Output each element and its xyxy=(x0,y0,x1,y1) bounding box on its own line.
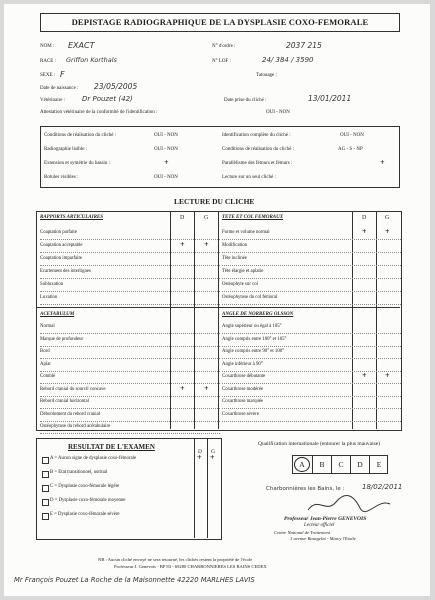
resultat-row: D = Dysplasie coxo-fémorale moyenne xyxy=(50,498,126,503)
acetabulum-row: Bord xyxy=(40,349,50,354)
rapports-row: Coaptation acceptable xyxy=(40,243,83,248)
angle-header: ANGLE DE NORBERG OLSSON xyxy=(222,312,294,317)
acetabulum-row: Rebord cranial du sourcil concave xyxy=(40,386,106,392)
angle-row: Coxarthrose modérée xyxy=(222,386,264,392)
resultat-checkbox[interactable] xyxy=(42,471,49,478)
acetabulum-row: Marque de profondeur xyxy=(40,336,84,342)
footer-line2: Professeur J. Genevois - BP 83 - 69280 CHARBONNIERES LES BAINS CEDEX xyxy=(114,564,267,569)
dob-value: 23/05/2005 xyxy=(94,82,138,91)
tete-row: Ostéophytose du col fémoral xyxy=(222,295,278,300)
angle-row: Coxarthrose marquée xyxy=(222,399,264,404)
acetabulum-row-divider xyxy=(40,358,220,359)
angle-row: Coxarthrose débutante xyxy=(222,374,266,379)
attest-value: OUI - NON xyxy=(266,110,290,115)
grade-option-a[interactable]: A xyxy=(293,456,311,473)
grade-selector xyxy=(292,455,388,474)
sign-date: 18/02/2011 xyxy=(362,483,403,491)
race-value: Griffon Korthals xyxy=(66,56,117,64)
col-d-right: D xyxy=(362,215,367,221)
rapports-row: Coaptation parfaite xyxy=(40,230,77,235)
tete-row-divider xyxy=(222,278,401,279)
vet-value: Dr Pouzet (42) xyxy=(82,95,133,103)
col-g-left: G xyxy=(204,215,209,221)
angle-row-divider xyxy=(222,383,401,384)
document-page xyxy=(4,4,430,596)
acetabulum-row-divider xyxy=(40,383,220,384)
vet-label: Vétérinaire : xyxy=(40,98,66,103)
tete-row: Tête inclinée xyxy=(222,256,247,261)
cond-right-2-value: + xyxy=(380,158,385,167)
lof-label: N° LOF : xyxy=(212,59,231,64)
acetabulum-row: Rebord cranial horizontal xyxy=(40,399,90,404)
tete-row-divider xyxy=(222,265,401,266)
acetabulum-row-divider xyxy=(40,433,220,434)
tete-header: TETE ET COL FEMORAUX xyxy=(222,215,284,220)
angle-row: Angle compris entre 90° et 100° xyxy=(222,349,285,354)
rapports-row-divider xyxy=(40,278,220,279)
angle-row-divider xyxy=(222,346,401,347)
tattoo-label: Tatouage : xyxy=(256,73,277,78)
tete-row-divider xyxy=(222,239,401,240)
acetabulum-row: Comblé xyxy=(40,374,56,379)
cond-left-2-value: + xyxy=(164,158,169,167)
sexe-label: SEXE : xyxy=(40,73,56,78)
grade-option-c[interactable]: C xyxy=(331,456,350,473)
lecture-title: LECTURE DU CLICHE xyxy=(174,197,255,206)
cond-right-1-label: Conditions de réalisation du cliché : xyxy=(222,147,295,152)
page-title: DEPISTAGE RADIOGRAPHIQUE DE LA DYSPLASIE COXO-FEMORALE xyxy=(40,13,400,32)
acetabulum-row-divider xyxy=(40,396,220,397)
rapports-mark-d: + xyxy=(180,240,185,249)
rapports-mark-g: + xyxy=(204,240,209,249)
acetabulum-row-divider xyxy=(40,346,220,347)
signer-org: Centre National de Traitement xyxy=(274,530,331,535)
rapports-row-divider xyxy=(40,291,220,292)
angle-row-divider xyxy=(222,371,401,372)
order-value: 2037 215 xyxy=(286,41,322,50)
cond-left-0-label: Conditions de réalisation du cliché : xyxy=(44,133,117,138)
rapports-row-divider xyxy=(40,239,220,240)
acetabulum-row-divider xyxy=(40,421,220,422)
resultat-col-d: D xyxy=(198,449,202,455)
acetabulum-header: ACETABULUM xyxy=(40,312,75,317)
tete-mark-d: + xyxy=(362,227,367,236)
angle-mark-d: + xyxy=(362,371,367,380)
rapports-row: Subluxation xyxy=(40,282,64,287)
place-label: Charbonnières les Bains, le : xyxy=(266,486,345,492)
tete-row-divider xyxy=(222,252,401,253)
dob-label: Date de naissance : xyxy=(40,86,79,91)
resultat-title: RESULTAT DE L'EXAMEN xyxy=(68,443,155,451)
resultat-mark-g: + xyxy=(210,453,215,462)
angle-row-divider xyxy=(222,396,401,397)
race-label: RACE : xyxy=(40,59,56,64)
grade-option-b[interactable]: B xyxy=(312,456,331,473)
acetabulum-row-divider xyxy=(40,408,220,409)
nom-label: NOM : xyxy=(40,44,55,49)
cond-left-3-label: Rotules visibles : xyxy=(44,175,79,180)
rapports-header: RAPPORTS ARTICULAIRES xyxy=(40,215,104,220)
lof-value: 24/ 384 / 3590 xyxy=(262,56,314,64)
resultat-row: A = Aucun signe de dysplasie coxo-fémorale xyxy=(50,456,137,461)
resultat-mark-d: + xyxy=(197,453,202,462)
cond-right-0-label: Identification complète du cliché : xyxy=(222,133,291,138)
grade-label: Qualification internationale (entourer la plus mauvaise) xyxy=(258,441,381,447)
acetabulum-row: Ostéophytose du rebord acétabulaire xyxy=(40,424,111,429)
tete-row: Tête élargie et aplatie xyxy=(222,269,264,274)
rapports-row-divider xyxy=(40,304,220,305)
acetabulum-row-divider xyxy=(40,333,220,334)
date-label: Date prise du cliché : xyxy=(224,98,267,103)
acetabulum-row: Normal xyxy=(40,324,55,329)
angle-row: Angle supérieur ou égal à 105° xyxy=(222,324,282,329)
acetabulum-mark-g: + xyxy=(204,383,209,393)
signature-scribble xyxy=(304,492,394,516)
nom-value: EXACT xyxy=(68,41,95,50)
resultat-checkbox[interactable] xyxy=(42,485,49,492)
acetabulum-row-divider xyxy=(40,371,220,372)
attest-label: Attestation vétérinaire de la conformité de l'identification : xyxy=(40,110,158,115)
signer-name: Professeur Jean-Pierre GENEVOIS xyxy=(284,516,367,522)
col-g-right: G xyxy=(385,215,390,221)
rapports-row: Coaptation imparfaite xyxy=(40,256,82,261)
acetabulum-row: Aplat xyxy=(40,361,51,367)
signer-role: Lecteur officiel xyxy=(304,523,335,528)
rapports-row-divider xyxy=(40,252,220,253)
acetabulum-mark-d: + xyxy=(180,383,185,393)
col-d-left: D xyxy=(180,215,185,221)
cond-left-2-label: Extension et symétrie du bassin : xyxy=(44,161,110,166)
resultat-row: B = Etat transitionnel, normal xyxy=(50,470,108,475)
cond-right-2-label: Parallèlisme des fémurs et fémurs : xyxy=(222,161,293,166)
resultat-checkbox[interactable] xyxy=(42,457,49,464)
resultat-col-g: G xyxy=(211,449,215,455)
lecture-table xyxy=(36,211,402,431)
angle-row: Angle inférieur à 90° xyxy=(222,361,263,367)
resultat-checkbox[interactable] xyxy=(42,499,49,506)
tete-mark-g: + xyxy=(385,227,390,236)
cond-right-1-value: AG - S - NP xyxy=(338,147,363,152)
cond-left-1-value: OUI - NON xyxy=(154,147,178,152)
angle-row-divider xyxy=(222,333,401,334)
rapports-row: Ecartement des interlignes xyxy=(40,269,91,274)
footer-handwritten-address: Mr François Pouzet La Roche de la Maisonnette 42220 MARLHES LAVIS xyxy=(14,576,255,584)
rapports-row: Luxation xyxy=(40,295,58,300)
sexe-value: F xyxy=(60,70,65,79)
tete-row-divider xyxy=(222,291,401,292)
angle-row-divider xyxy=(222,421,401,422)
resultat-row: C = Dysplasie coxo-fémorale légère xyxy=(50,484,120,489)
cond-right-0-value: OUI - NON xyxy=(340,133,364,138)
acetabulum-row: Débordement du rebord cranial xyxy=(40,411,101,417)
cond-right-3-label: Lecture sur un seul cliché : xyxy=(222,175,277,180)
angle-row: Coxarthrose sévère xyxy=(222,411,259,417)
angle-row-divider xyxy=(222,408,401,409)
angle-row-divider xyxy=(222,358,401,359)
tete-row: Forme et volume normal xyxy=(222,230,270,235)
resultat-checkbox[interactable] xyxy=(42,513,49,520)
angle-row: Angle compris entre 100° et 105° xyxy=(222,336,287,342)
cond-left-1-label: Radiographie lisible : xyxy=(44,147,88,152)
grade-option-d[interactable]: D xyxy=(350,456,369,473)
cond-left-3-value: OUI - NON xyxy=(154,175,178,180)
resultat-row: E = Dysplasie coxo-fémorale sévère xyxy=(50,512,120,517)
tete-row: Ostéophyte sur col xyxy=(222,282,258,287)
rapports-row-divider xyxy=(40,265,220,266)
cond-left-0-value: OUI - NON xyxy=(154,133,178,138)
date-value: 13/01/2011 xyxy=(308,94,352,103)
grade-option-e[interactable]: E xyxy=(369,456,388,473)
tete-row: Modification xyxy=(222,243,248,248)
footer-line1: NB : Aucun cliché envoyé ne sera retourné, les clichés restent la propriété de l'école xyxy=(98,557,253,562)
signer-org2: 1 avenue Bourgelat - Marcy l'Etoile xyxy=(290,536,356,541)
tete-row-divider xyxy=(222,304,401,305)
order-label: N° d'ordre : xyxy=(212,44,236,49)
angle-mark-g: + xyxy=(385,371,390,380)
